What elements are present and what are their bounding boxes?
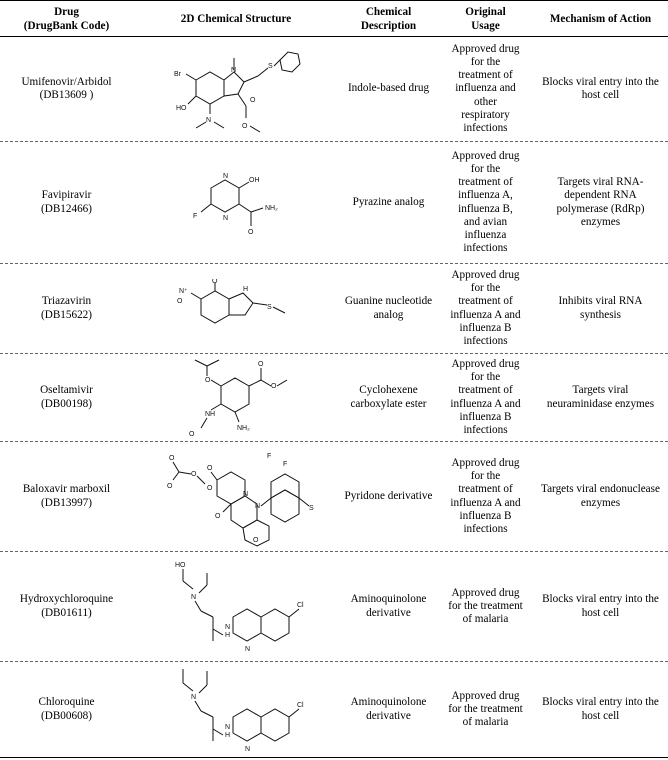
- no2-label: N⁺: [179, 287, 188, 295]
- nh-label: NH: [205, 410, 216, 418]
- drug-name: Oseltamivir (DB00198): [40, 384, 93, 410]
- structure-cell: [133, 442, 339, 551]
- table-header: [0, 0, 668, 37]
- favipiravir-structure: [181, 168, 291, 238]
- f-label: F: [193, 212, 198, 220]
- s-label: S: [267, 303, 272, 311]
- structure-cell: [133, 354, 339, 441]
- table-row: [0, 142, 668, 264]
- structure-cell: [133, 142, 339, 263]
- nh2-label: NH₂: [237, 424, 250, 432]
- br-label: Br: [174, 70, 181, 78]
- n-label-2: N: [223, 214, 229, 222]
- mechanism-of-action: Inhibits viral RNA synthesis: [558, 295, 643, 321]
- o-label: O: [258, 360, 264, 368]
- chemical-description: Aminoquinolone derivative: [350, 593, 427, 619]
- mechanism-of-action: Blocks viral entry into the host cell: [542, 75, 659, 101]
- original-usage: Approved drug for the treatment of influenza A, influenza B, and avian influenza infections: [451, 149, 520, 255]
- n-label: N: [191, 593, 197, 601]
- f-label-2: F: [283, 461, 288, 468]
- o-label-3: O: [191, 471, 197, 478]
- o-label-2: O: [271, 382, 277, 390]
- chemical-description: Cyclohexene carboxylate ester: [350, 384, 427, 410]
- drug-name: Hydroxychloroquine (DB01611): [19, 593, 114, 619]
- original-usage: Approved drug for the treatment of influenza and other respiratory infections: [451, 42, 520, 134]
- h-label: H: [225, 631, 231, 639]
- mechanism-of-action: Blocks viral entry into the host cell: [542, 593, 659, 619]
- f-label: F: [267, 453, 272, 460]
- original-usage: Approved drug for the treatment of influenza A and influenza B infections: [450, 456, 521, 535]
- table-row: [0, 354, 668, 442]
- umifenovir-structure: [166, 42, 306, 137]
- chemical-description: Pyridone derivative: [344, 489, 433, 502]
- o-label: O: [169, 455, 175, 462]
- drug-name: Triazavirin (DB15622): [41, 295, 92, 321]
- s-label: S: [309, 505, 314, 512]
- header-description: Chemical Description: [360, 6, 417, 32]
- n-label-2: N: [206, 116, 212, 124]
- original-usage: Approved drug for the treatment of malaria: [448, 689, 523, 729]
- o-label-7: O: [253, 537, 259, 544]
- oseltamivir-structure: [171, 356, 301, 440]
- h-label: H: [225, 731, 231, 739]
- o-label-2: O: [177, 297, 183, 305]
- header-usage: Original Usage: [465, 6, 506, 32]
- h-label: H: [243, 285, 249, 293]
- structure-cell: [133, 37, 339, 141]
- baloxavir-structure: [151, 444, 321, 549]
- o-label-4: O: [207, 485, 213, 492]
- table-row: [0, 552, 668, 662]
- mechanism-of-action: Blocks viral entry into the host cell: [542, 696, 659, 722]
- chemical-description: Pyrazine analog: [352, 195, 425, 208]
- table-row: [0, 264, 668, 354]
- chemical-description: Guanine nucleotide analog: [344, 295, 433, 321]
- table-row: [0, 442, 668, 552]
- n-label-3: N: [245, 645, 251, 653]
- o-label: O: [212, 278, 218, 285]
- n-label-2: N: [225, 723, 231, 731]
- s-label: S: [268, 62, 273, 70]
- mechanism-of-action: Targets viral neuraminidase enzymes: [546, 384, 655, 410]
- triazavirin-structure: [171, 279, 301, 339]
- o-label-2: O: [167, 483, 173, 490]
- structure-cell: [133, 264, 339, 353]
- o-label-5: O: [207, 465, 213, 472]
- header-mechanism: Mechanism of Action: [549, 12, 652, 25]
- chemical-description: Aminoquinolone derivative: [350, 696, 427, 722]
- hydroxychloroquine-structure: [161, 557, 311, 657]
- o-label-1: O: [250, 96, 256, 104]
- o-label-4: O: [189, 430, 195, 438]
- chloroquine-structure: [161, 665, 311, 755]
- drug-name: Umifenovir/Arbidol (DB13609 ): [21, 75, 112, 101]
- n-label: N: [191, 693, 197, 701]
- oh-label: OH: [249, 176, 260, 184]
- chemical-description: Indole-based drug: [347, 82, 430, 95]
- o-label-6: O: [215, 513, 221, 520]
- ho-label: HO: [175, 561, 186, 569]
- n-label-2: N: [225, 623, 231, 631]
- o-label-3: O: [205, 376, 211, 384]
- drug-name: Chloroquine (DB00608): [38, 696, 95, 722]
- mechanism-of-action: Targets viral endonuclease enzymes: [541, 483, 660, 509]
- header-drug: Drug (DrugBank Code): [23, 6, 110, 32]
- n-label: N: [231, 66, 237, 74]
- cl-label: Cl: [297, 601, 304, 609]
- mechanism-of-action: Targets viral RNA- dependent RNA polymerase (RdRp) enzymes: [556, 176, 645, 228]
- n-label-2: N: [255, 503, 261, 510]
- o-label-2: O: [242, 122, 248, 130]
- o-label: O: [248, 228, 254, 236]
- original-usage: Approved drug for the treatment of influenza A and influenza B infections: [450, 268, 521, 347]
- cl-label: Cl: [297, 701, 304, 709]
- n-label-3: N: [245, 745, 251, 753]
- structure-cell: [133, 552, 339, 661]
- drug-name: Baloxavir marboxil (DB13997): [22, 483, 111, 509]
- structure-cell: [133, 662, 339, 757]
- header-structure: 2D Chemical Structure: [180, 12, 292, 25]
- nh2-label: NH₂: [265, 204, 278, 212]
- table-row: [0, 662, 668, 758]
- ho-label: HO: [176, 104, 187, 112]
- table-row: [0, 37, 668, 142]
- drug-name: Favipiravir (DB12466): [41, 189, 92, 215]
- original-usage: Approved drug for the treatment of influenza A and influenza B infections: [450, 357, 521, 436]
- original-usage: Approved drug for the treatment of malaria: [448, 586, 523, 626]
- n-label: N: [243, 491, 249, 498]
- n-label: N: [223, 172, 229, 180]
